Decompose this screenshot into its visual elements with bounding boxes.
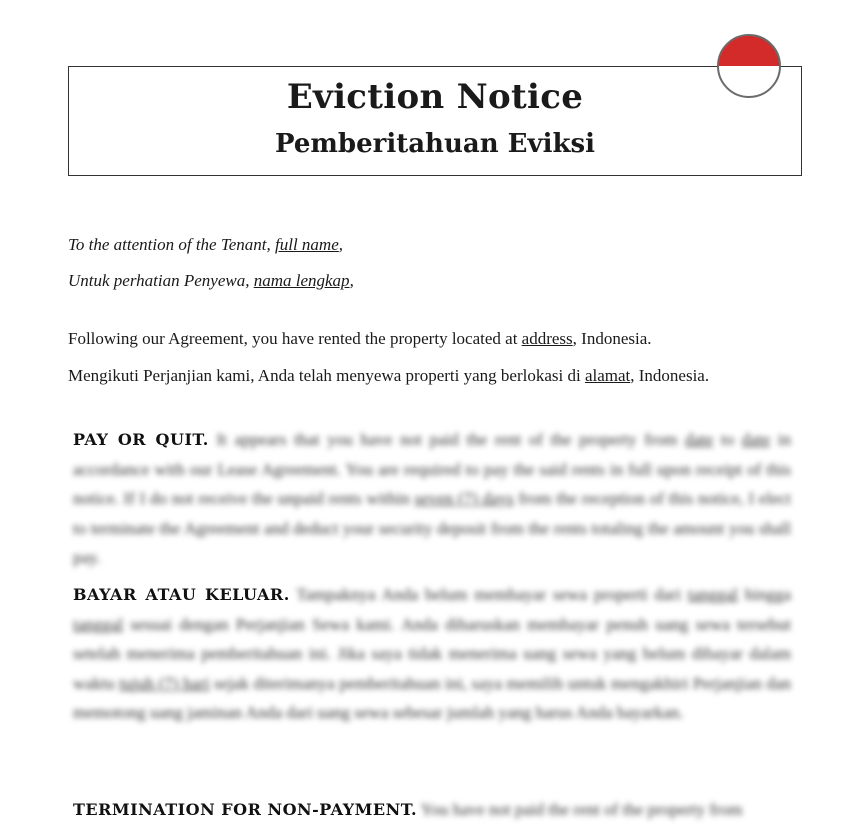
attention-id-text: Untuk perhatian Penyewa, [68, 271, 254, 290]
tanggal-from-field: tanggal [687, 585, 738, 604]
agreement-id-text: Mengikuti Perjanjian kami, Anda telah menyewa properti yang berlokasi di [68, 366, 585, 385]
agreement-en-text: Following our Agreement, you have rented the property located at [68, 329, 522, 348]
indonesia-flag-icon [717, 34, 781, 98]
termination-heading: TERMINATION FOR NON-PAYMENT. [73, 800, 418, 819]
termination-section [73, 795, 791, 825]
pay-or-quit-text-c: in accordance with our Lease Agreement. You are required to pay the said rents in full upon receipt of this notice. If I do not receive the unpaid rents within [73, 430, 791, 508]
bayar-text-b: hingga [737, 585, 791, 604]
pay-or-quit-section [73, 425, 791, 573]
bayar-text-c: sesuai dengan Perjanjian Sewa kami. Anda diharuskan membayar penuh uang sewa tersebut setelah menerima pemberitahuan ini. Jika saya tidak menerima uang sewa yang belum dibayar dalam waktu [73, 614, 791, 693]
agreement-line-id [68, 366, 709, 386]
attention-en-text: To the attention of the Tenant, [68, 235, 276, 254]
document-subtitle: Pemberitahuan Eviksi [275, 129, 595, 159]
pay-or-quit-body [73, 430, 791, 567]
bayar-heading: BAYAR ATAU KELUAR. [73, 585, 290, 604]
document-title: Eviction Notice [286, 77, 584, 117]
pay-or-quit-text-b: to [713, 430, 742, 449]
agreement-en-suffix: , Indonesia. [572, 329, 652, 348]
bayar-text-a: Tampaknya Anda belum membayar sewa properti dari [289, 585, 688, 604]
address-field: address [521, 329, 573, 348]
attention-line-id [68, 271, 354, 291]
agreement-line-en [68, 329, 652, 349]
attention-id-suffix: , [349, 271, 354, 290]
agreement-id-suffix: , Indonesia. [630, 366, 710, 385]
date-to-field: date [741, 430, 771, 449]
attention-line-en [68, 235, 343, 255]
tanggal-to-field: tanggal [73, 614, 124, 634]
bayar-section [73, 580, 791, 728]
days-field: seven (7) days [414, 489, 514, 508]
attention-en-suffix: , [338, 235, 344, 254]
pay-or-quit-heading: PAY OR QUIT. [73, 430, 209, 449]
date-from-field: date [684, 430, 714, 449]
pay-or-quit-text-a: It appears that you have not paid the rent of the property from [208, 430, 685, 449]
bayar-body [73, 585, 791, 722]
bayar-text-d: sejak diterimanya pemberitahuan ini, saya memilih untuk mengakhiri Perjanjian dan memotong uang jaminan Anda dari uang sewa sebesar jumlah yang harus Anda bayarkan. [73, 673, 791, 722]
title-box [68, 66, 802, 176]
tenant-name-field: full name [275, 235, 339, 254]
tenant-name-field-id: nama lengkap [253, 271, 350, 290]
pay-or-quit-text-d: from the reception of this notice, I elect to terminate the Agreement and deduct your security deposit from the rents totaling the amount you shall pay. [73, 489, 792, 567]
termination-body: You have not paid the rent of the property from [417, 800, 743, 819]
address-field-id: alamat [584, 366, 631, 385]
hari-field: tujuh (7) hari [119, 673, 210, 693]
